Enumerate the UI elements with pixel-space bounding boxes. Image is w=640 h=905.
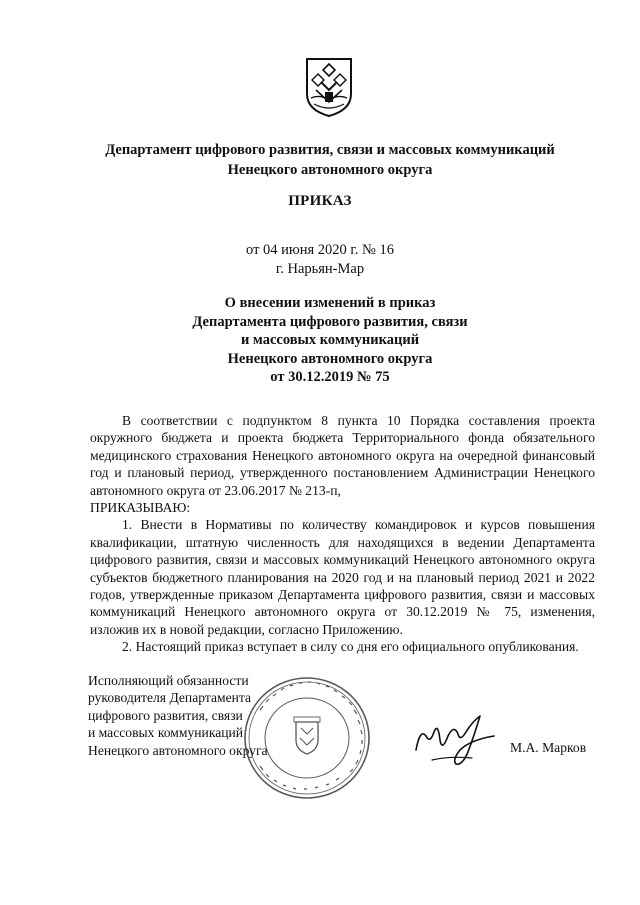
subject-line3: и массовых коммуникаций: [240, 332, 420, 348]
subject-line1: О внесении изменений в приказ: [224, 295, 436, 311]
official-seal-stamp: [238, 670, 376, 806]
signer-name: М.А. Марков: [510, 740, 587, 755]
preamble-paragraph: В соответствии с подпунктом 8 пункта 10 Порядка составления проекта окружного бюджета и проекта бюджета Территориального фонда обязательного медицинского страхования Ненецкого автономного округа на очередной финансовый год и плановый период, утвержденного постановлением Администрации Ненецкого автономного округа от 23.06.2017 № 213-п,: [90, 413, 595, 498]
signatory-line5: Ненецкого автономного округа: [88, 742, 268, 758]
document-date-block: [0, 241, 640, 279]
document-subject: [120, 294, 540, 387]
signatory-line4: и массовых коммуникаций: [88, 725, 244, 741]
handwritten-signature: [410, 706, 500, 772]
order-item-1: 1. Внести в Нормативы по количеству командировок и курсов повышения квалификации, штатную численность для находящихся в ведении Департамента цифрового развития, связи и массовых коммуникаций Ненецкого автономного округа субъектов бюджетного планирования на 2020 год и на плановый период 2021 и 2022 годов, утвержденные приказом Департамента цифрового развития, связи и массовых коммуникаций Ненецкого автономного округа от 30.12.2019 № 75, изменения, изложив их в новой редакции, согласно Приложению.: [90, 517, 595, 637]
document-body: [90, 412, 595, 656]
order-item-2: 2. Настоящий приказ вступает в силу со дня его официального опубликования.: [122, 639, 579, 655]
subject-line4: Ненецкого автономного округа: [227, 350, 433, 367]
department-name: [60, 140, 600, 180]
department-name-line2: Ненецкого автономного округа: [227, 162, 433, 178]
order-word: ПРИКАЗЫВАЮ:: [90, 500, 191, 516]
department-name-line1: Департамент цифрового развития, связи и массовых коммуникаций: [105, 142, 555, 158]
signatory-line3: цифрового развития, связи: [88, 707, 243, 723]
signatory-line2: руководителя Департамента: [88, 690, 252, 706]
subject-line5: от 30.12.2019 № 75: [270, 369, 390, 385]
document-date: от 04 июня 2020 г. № 16: [246, 242, 394, 258]
signatory-line1: Исполняющий обязанности: [88, 673, 249, 688]
document-title: ПРИКАЗ: [288, 193, 352, 209]
subject-line2: Департамента цифрового развития, связи: [192, 313, 468, 330]
coat-of-arms-icon: [304, 56, 354, 118]
document-place: г. Нарьян-Мар: [275, 261, 365, 277]
